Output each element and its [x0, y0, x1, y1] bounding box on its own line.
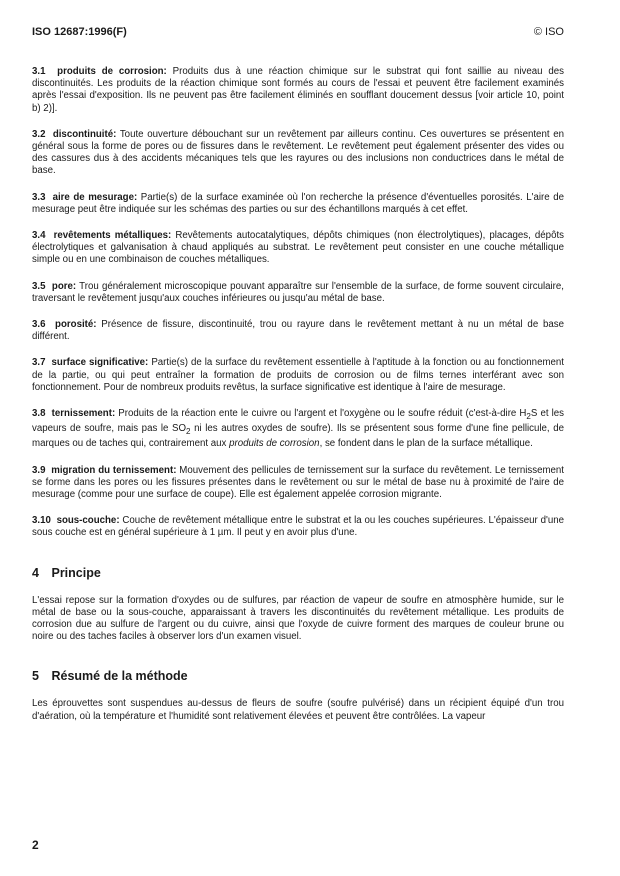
section-heading-resume: 5 Résumé de la méthode: [32, 669, 188, 684]
definition-3-4: 3.4 revêtements métalliques: Revêtements autocatalytiques, dépôts chimiques (non électrolytiques), placages, dépôts électrolytiques et galvanisation à chaud appliqués au substrat. Le revêtement peut consister en une couche métallique simple ou en une combinaison de couches métalliques.: [32, 230, 564, 266]
definition-text: Partie(s) de la surface du revêtement essentielle à l'aptitude à la fonction ou au fonctionnement de la partie, ou qui peut entraîner la formation de produits de corrosion ou de films ternes interférant avec son fonctionnement. Pour de nombreux produits revêtus, la surface significative est identique à l'aire de mesurage.: [32, 357, 564, 393]
section-heading-principe: 4 Principe: [32, 565, 101, 580]
emphasized-term: produits de corrosion: [229, 438, 320, 450]
definition-3-8: 3.8 ternissement: Produits de la réaction ente le cuivre ou l'argent et l'oxygène ou le soufre réduit (c'est-à-dire $H_2S$ et les vapeurs de soufre, mais pas le $SO_2$ ni les autres oxydes de soufre). Ils se présentent sous forme d'une fine pellicule, de marques ou de taches qui, contrairement aux produits de corrosion, se fondent dans le plan de la surface métallique.: [32, 408, 564, 450]
definition-3-2: 3.2 discontinuité: Toute ouverture débouchant sur un revêtement par ailleurs continu. Ces ouvertures se présentent en général sous la forme de pores ou de fissures dans le revêtement. Le revêtement peut également présenter des vides ou des cassures dus à des accidents mécaniques tels que les rayures ou des inclusions non conductrices dans le métal de base.: [32, 128, 564, 177]
definition-3-1: 3.1 produits de corrosion: Produits dus à une réaction chimique sur le substrat qui font saillie au niveau des discontinuités. Les produits de la réaction chimique sont formés au cours de l'essai et peuvent être facilement examinés après l'essai d'exposition. Ils ne peuvent pas être facilement éliminés en soufflant doucement dessus [voir article 10, point b) 2)].: [32, 66, 565, 114]
standard-number: ISO 12687:1996(F): [32, 26, 127, 38]
page-header: [32, 26, 564, 40]
definition-3-3: 3.3 aire de mesurage: Partie(s) de la surface examinée où l'on recherche la présence d'éventuelles porosités. L'aire de mesurage peut être indiquée sur les schémas des parties ou sur des échantillons marqués à cet effet.: [32, 191, 564, 215]
definition-text: Partie(s) de la surface examinée où l'on recherche la présence d'éventuelles porosités. L'aire de mesurage peut être indiquée sur les schémas des parties ou sur des échantillons marqués à cet effet.: [32, 191, 564, 215]
definition-3-6: 3.6 porosité: Présence de fissure, discontinuité, trou ou rayure dans le revêtement mettant à nu un métal de base différent.: [32, 319, 564, 343]
definition-text: Revêtements autocatalytiques, dépôts chimiques (non électrolytiques), placages, dépôts électrolytiques et galvanisation à chaud appliqués au substrat. Le revêtement peut consister en une couche métallique simple ou en une combinaison de couches métalliques.: [32, 230, 564, 266]
definition-3-10: 3.10 sous-couche: Couche de revêtement métallique entre le substrat et la ou les couches supérieures. L'épaisseur d'une sous couche est en général supérieure à 1 µm. Il peut y en avoir plus d'une.: [32, 515, 564, 539]
definition-term: produits de corrosion:: [57, 66, 167, 77]
definition-term: porosité:: [55, 319, 97, 331]
definition-text: Mouvement des pellicules de ternissement sur la surface du revêtement. Le ternissement se forme dans les pores ou les fissures présentes dans le revêtement ou sur le métal de base nu à proximité de l'aire de mesurage (comme pour une surface de coupe). Elle est également appelée corrosion migrante.: [32, 464, 564, 500]
document-body: [32, 66, 564, 723]
definition-term: ternissement:: [51, 408, 116, 420]
definition-text: Couche de revêtement métallique entre le substrat et la ou les couches supérieures. L'épaisseur d'une sous couche est en général supérieure à 1 µm. Il peut y en avoir plus d'une.: [32, 515, 564, 539]
definition-text: Produits dus à une réaction chimique sur le substrat qui font saillie au niveau des discontinuités. Les produits de la réaction chimique sont formés au cours de l'essai et peuvent être facilement examinés après l'essai d'exposition. Ils ne peuvent pas être facilement éliminés en soufflant doucement dessus [voir article 10, point b) 2)].: [32, 66, 565, 114]
definition-3-5: 3.5 pore: Trou généralement microscopique pouvant apparaître sur l'ensemble de la surface, de forme souvent circulaire, traversant le revêtement jusqu'aux couches inférieures ou jusqu'au métal de base.: [32, 280, 564, 304]
copyright-notice: © ISO: [533, 26, 564, 38]
definition-term: aire de mesurage:: [52, 191, 138, 203]
definition-3-9: 3.9 migration du ternissement: Mouvement des pellicules de ternissement sur la surface du revêtement. Le ternissement se forme dans les pores ou les fissures présentes dans le revêtement ou sur le métal de base nu à proximité de l'aire de mesurage (comme pour une surface de coupe). Elle est également appelée corrosion migrante.: [32, 464, 564, 500]
section-paragraph-principe: L'essai repose sur la formation d'oxydes ou de sulfures, par réaction de vapeur de soufre en atmosphère humide, sur le métal de base ou la sous-couche, apparaissant à travers les discontinuités du revêtement métallique. Les produits de corrosion due au sulfure de l'argent ou du cuivre, ainsi que l'oxyde de cuivre forment des marques de couleur brune ou noire ou des taches faciles à observer lors d'un examen visuel.: [32, 594, 564, 643]
definition-term: sous-couche:: [56, 515, 120, 527]
definition-text: Présence de fissure, discontinuité, trou ou rayure dans le revêtement mettant à nu un métal de base différent.: [32, 319, 564, 343]
definition-term: migration du ternissement:: [51, 464, 177, 476]
definition-text: Toute ouverture débouchant sur un revêtement par ailleurs continu. Ces ouvertures se présentent en général sous la forme de pores ou de fissures dans le revêtement. Le revêtement peut également présenter des vides ou des cassures dus à des accidents mécaniques tels que les rayures ou des inclusions non conductrices dans le métal de base.: [32, 128, 564, 177]
definition-term: surface significative:: [51, 357, 149, 369]
definition-term: pore:: [51, 280, 77, 292]
section-paragraph-resume: Les éprouvettes sont suspendues au-dessus de fleurs de soufre (soufre pulvérisé) dans un récipient équipé d'un trou d'aération, où la température et l'humidité sont relativement élevées et peuvent être contrôlées. La vapeur: [32, 698, 564, 722]
page-number: 2: [32, 838, 39, 852]
definition-term: revêtements métalliques:: [53, 230, 172, 242]
definition-3-7: 3.7 surface significative: Partie(s) de la surface du revêtement essentielle à l'aptitude à la fonction ou au fonctionnement de la partie, ou qui peut entraîner la formation de produits de corrosion ou de films ternes interférant avec son fonctionnement. Pour de nombreux produits revêtus, la surface significative est identique à l'aire de mesurage.: [32, 357, 564, 393]
definition-text: Trou généralement microscopique pouvant apparaître sur l'ensemble de la surface, de forme souvent circulaire, traversant le revêtement jusqu'aux couches inférieures ou jusqu'au métal de base.: [32, 280, 564, 304]
definition-term: discontinuité:: [52, 128, 117, 140]
